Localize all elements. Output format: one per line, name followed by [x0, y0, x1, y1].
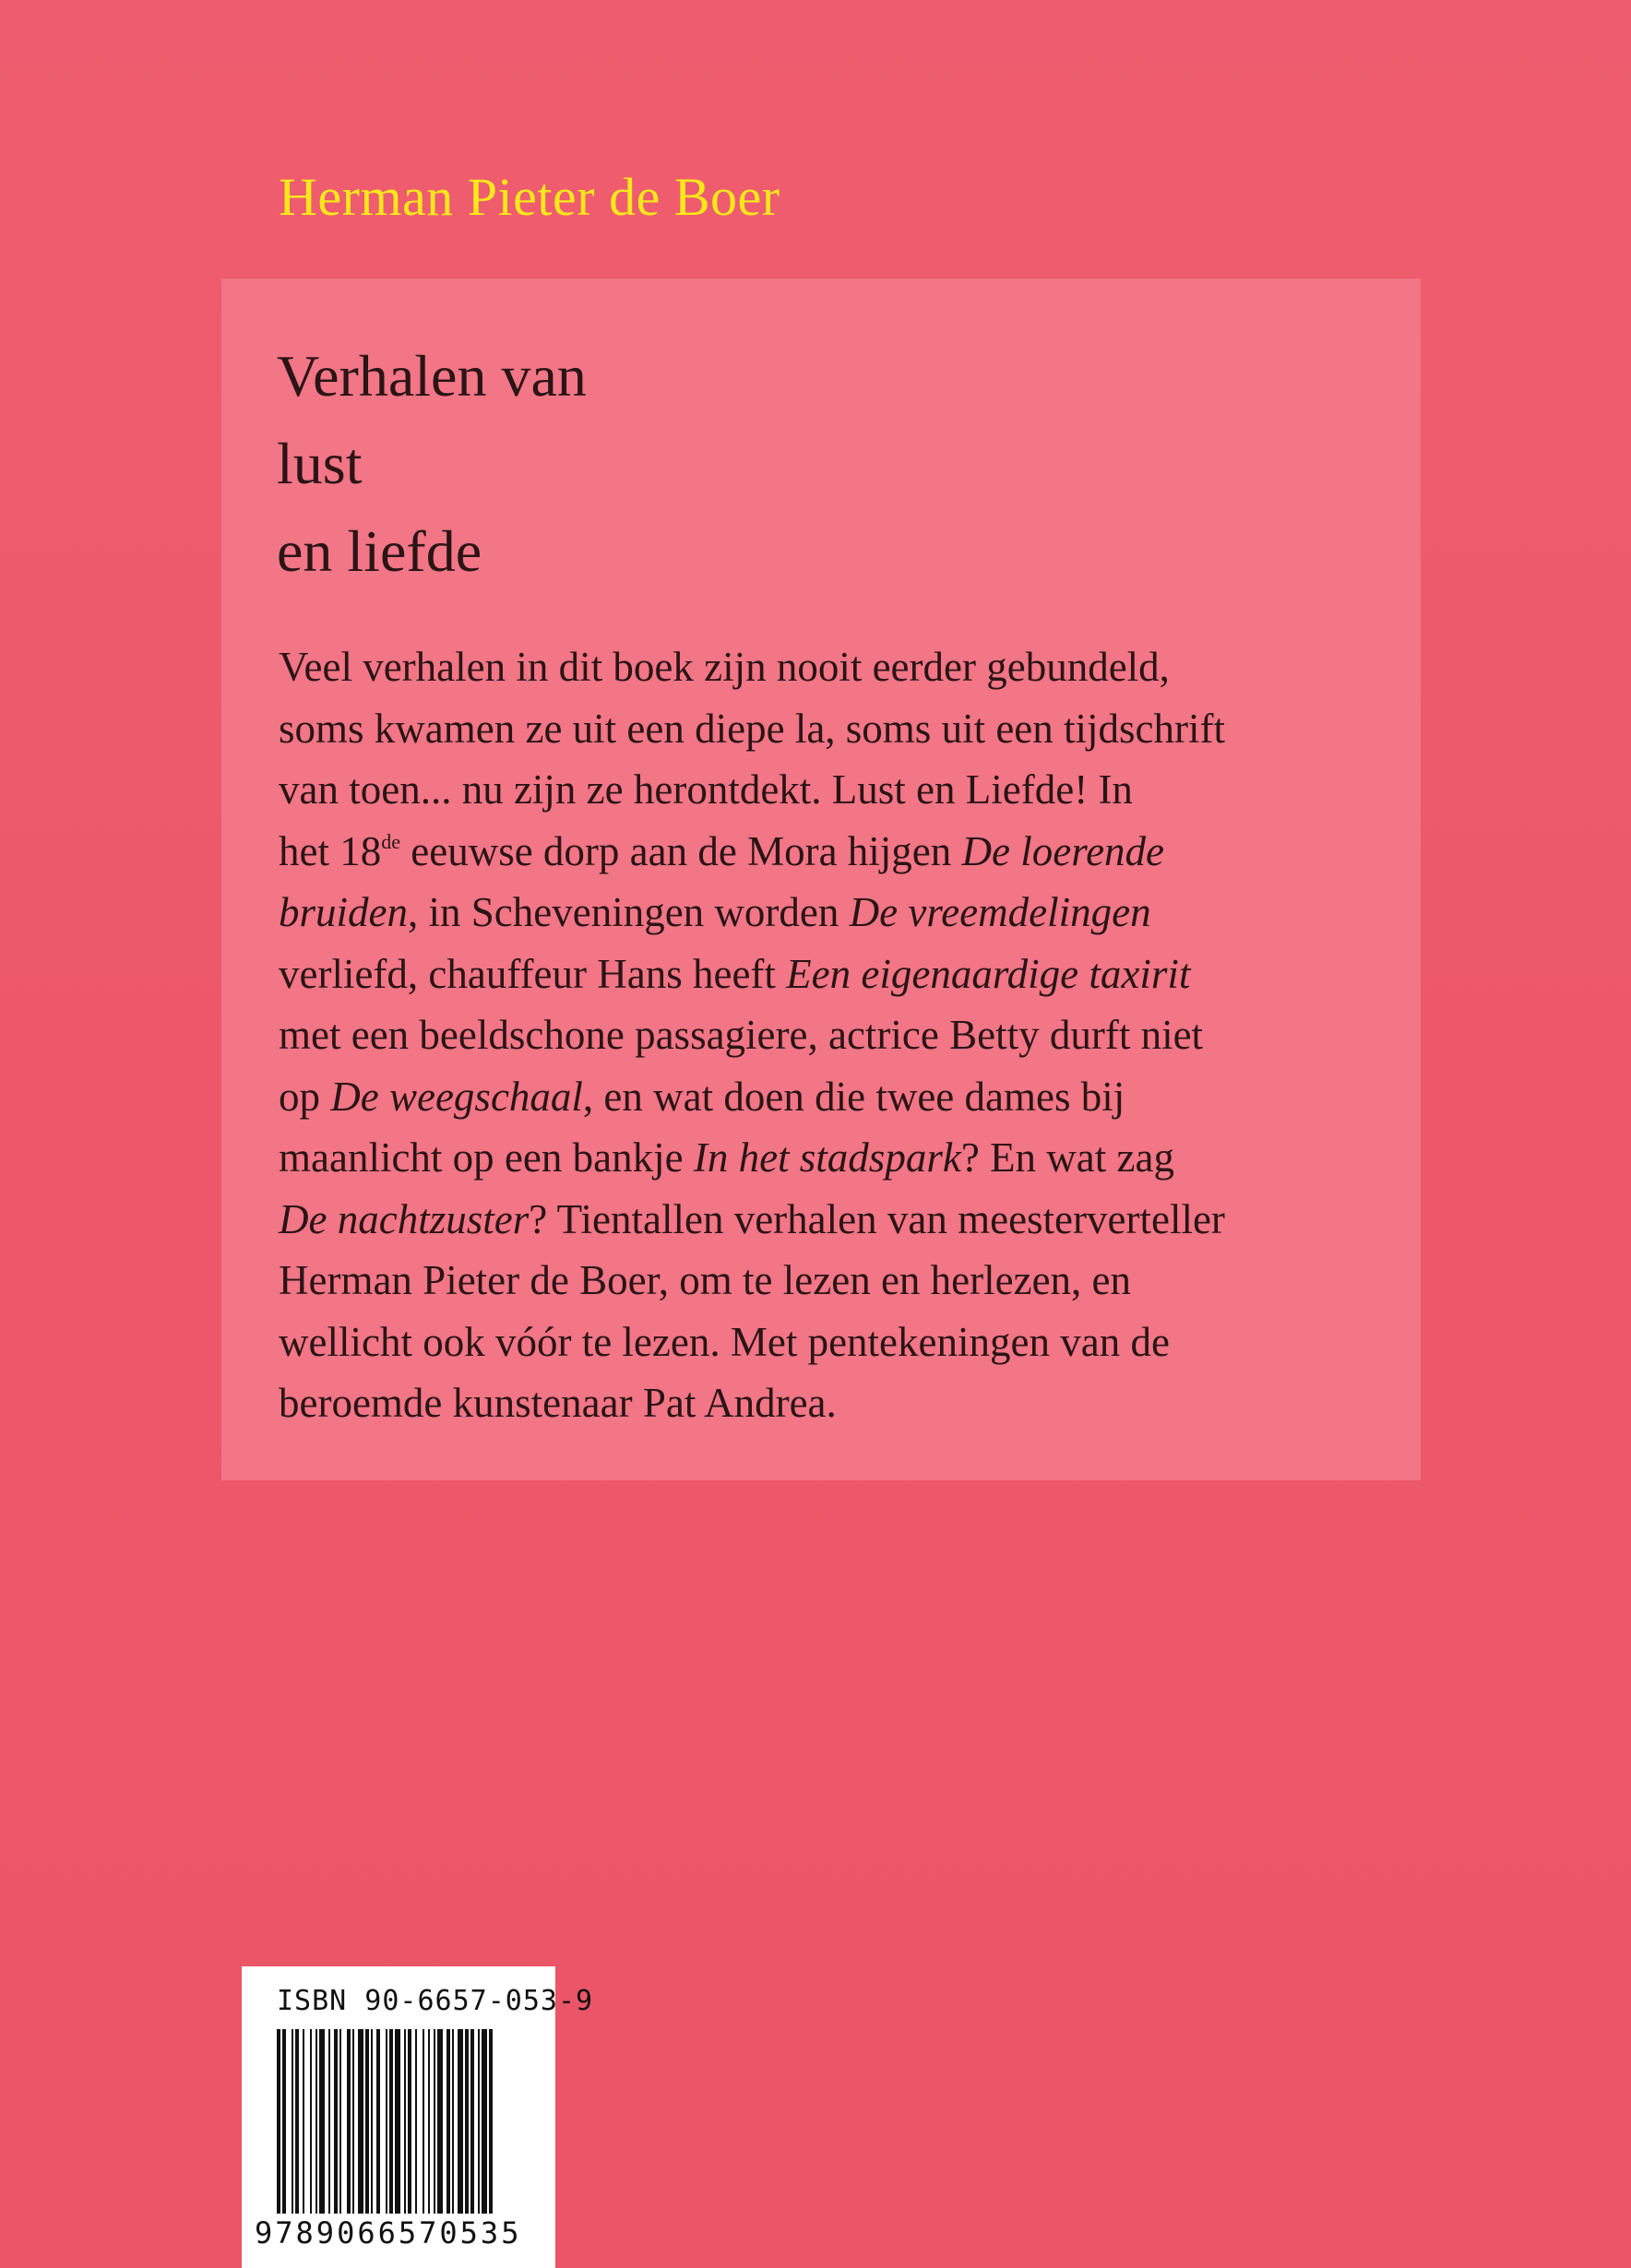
barcode-bar	[352, 2029, 354, 2214]
blurb-line-text: met een beeldschone passagiere, actrice Betty durft niet	[279, 1012, 1204, 1058]
blurb-line	[279, 1189, 1360, 1251]
barcode-bar	[339, 2029, 341, 2214]
title-line-1: Verhalen van	[277, 343, 587, 409]
barcode-bar	[415, 2029, 417, 2214]
barcode-bar	[465, 2029, 469, 2214]
title-line-2: lust	[277, 431, 363, 496]
barcode-bar	[310, 2029, 312, 2214]
barcode-label	[242, 1966, 594, 2268]
barcode-bar	[482, 2029, 487, 2214]
barcode-bar	[423, 2029, 424, 2214]
blurb-line-text: Herman Pieter de Boer, om te lezen en herlezen, en	[279, 1257, 1132, 1303]
ean-digits: 9789066570535	[255, 2215, 522, 2250]
blurb-line-text: beroemde kunstenaar Pat Andrea.	[279, 1380, 837, 1426]
blurb-line-text: op De weegschaal, en wat doen die twee dames bij	[279, 1073, 1125, 1120]
story-title: De loerende	[961, 827, 1165, 874]
story-title: De nachtzuster	[279, 1195, 530, 1242]
blurb-line-text: maanlicht op een bankje In het stadspark? En wat zag	[279, 1134, 1174, 1181]
story-title: De vreemdelingen	[849, 889, 1151, 935]
barcode-bar	[295, 2029, 299, 2214]
barcode-bar	[282, 2029, 286, 2214]
story-title: In het stadspark	[693, 1134, 961, 1181]
barcode-bar	[395, 2029, 400, 2214]
barcode-bar	[434, 2029, 435, 2214]
barcode-bar	[365, 2029, 369, 2214]
author-name: Herman Pieter de Boer	[279, 167, 780, 227]
barcode-bar	[389, 2029, 393, 2214]
blurb-line-text: het 18de eeuwse dorp aan de Mora hijgen De loerende	[279, 827, 1165, 874]
blurb-line	[279, 1372, 1360, 1434]
blurb-line	[279, 636, 1360, 698]
title-line-3: en liefde	[277, 518, 482, 584]
barcode-bar	[358, 2029, 363, 2214]
story-title: bruiden	[279, 889, 408, 935]
barcode-bar	[408, 2029, 411, 2214]
blurb-line	[279, 698, 1360, 760]
isbn-text: ISBN 90-6657-053-9	[277, 1985, 594, 2017]
blurb-line	[279, 1127, 1360, 1189]
blurb-line-text: soms kwamen ze uit een diepe la, soms uit een tijdschrift	[279, 705, 1225, 752]
barcode-bar	[386, 2029, 387, 2214]
story-title: De weegschaal	[330, 1073, 583, 1120]
blurb-line	[279, 944, 1360, 1005]
barcode-bar	[371, 2029, 373, 2214]
blurb-line	[279, 882, 1360, 944]
blurb-line	[279, 1004, 1360, 1066]
barcode-bar	[478, 2029, 480, 2214]
barcode-bar	[489, 2029, 493, 2214]
barcode-bar	[470, 2029, 474, 2214]
book-title	[277, 332, 587, 595]
barcode-bar	[452, 2029, 454, 2214]
barcode-bar	[303, 2029, 304, 2214]
blurb-line	[279, 759, 1360, 821]
blurb-text	[279, 636, 1367, 1434]
barcode-icon	[277, 2029, 531, 2214]
blurb-line-text: van toen... nu zijn ze herontdekt. Lust en Liefde! In	[279, 766, 1133, 813]
barcode-bar	[458, 2029, 463, 2214]
barcode-bar	[428, 2029, 430, 2214]
blurb-line	[279, 1066, 1360, 1128]
barcode-bar	[315, 2029, 317, 2214]
barcode-bar	[446, 2029, 450, 2214]
barcode-bar	[292, 2029, 293, 2214]
blurb-line-text: Veel verhalen in dit boek zijn nooit eerder gebundeld,	[279, 644, 1170, 690]
barcode-bar	[404, 2029, 406, 2214]
barcode-bar	[437, 2029, 443, 2214]
superscript-de: de	[381, 829, 400, 853]
blurb-line-text: bruiden, in Scheveningen worden De vreemdelingen	[279, 889, 1151, 935]
barcode-bar	[334, 2029, 338, 2214]
barcode-bar	[277, 2029, 280, 2214]
blurb-line-text: wellicht ook vóór te lezen. Met pentekeningen van de	[279, 1318, 1170, 1365]
blurb-line	[279, 1312, 1360, 1373]
blurb-line	[279, 821, 1360, 883]
blurb-line	[279, 1250, 1360, 1312]
barcode-bar	[328, 2029, 330, 2214]
blurb-line-text: De nachtzuster? Tientallen verhalen van meesterverteller	[279, 1195, 1225, 1242]
blurb-line-text: verliefd, chauffeur Hans heeft Een eigenaardige taxirit	[279, 950, 1191, 997]
story-title: Een eigenaardige taxirit	[786, 950, 1191, 997]
barcode-bar	[319, 2029, 325, 2214]
barcode-bar	[376, 2029, 380, 2214]
barcode-bar	[347, 2029, 351, 2214]
